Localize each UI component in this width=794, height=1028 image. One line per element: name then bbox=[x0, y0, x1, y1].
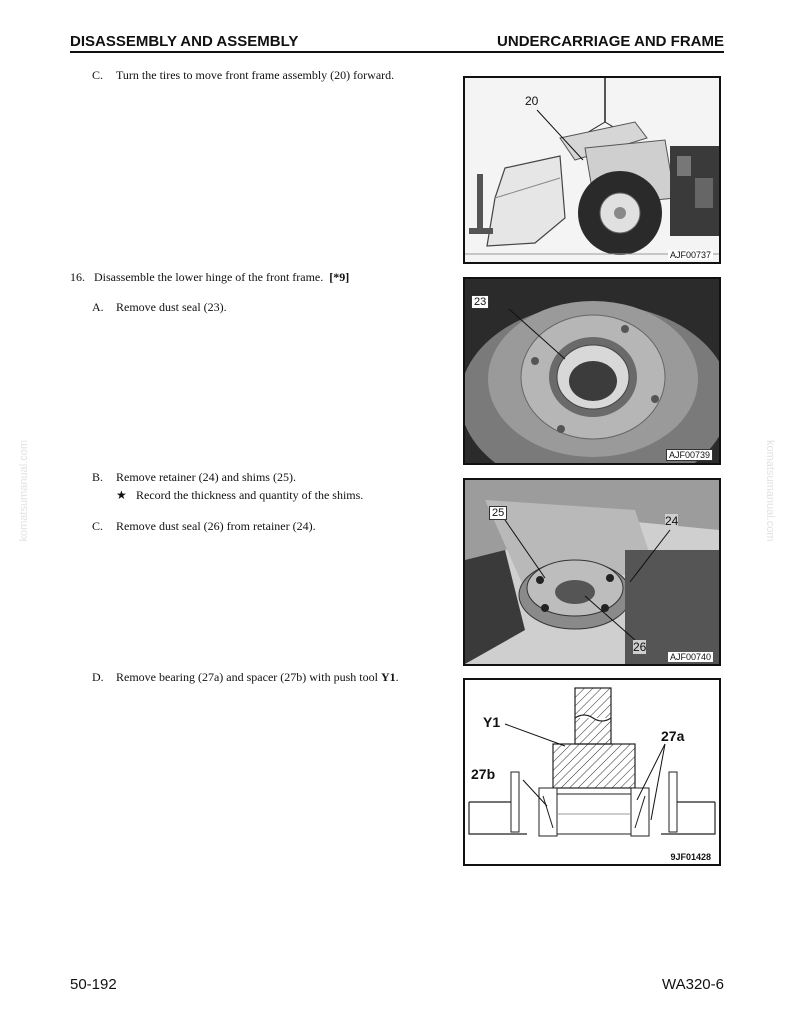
watermark-left: komatsumanual.com bbox=[18, 440, 30, 542]
step-label: A. bbox=[92, 300, 104, 314]
step-text: Disassemble the lower hinge of the front frame. bbox=[94, 270, 324, 284]
note-text: Record the thickness and quantity of the shims. bbox=[136, 488, 364, 502]
callout-23: 23 bbox=[471, 295, 489, 309]
figure-code-ajf00737: AJF00737 bbox=[669, 250, 711, 260]
step-reference: [*9] bbox=[329, 270, 350, 284]
step-text: Remove dust seal (26) from retainer (24). bbox=[116, 519, 316, 533]
callout-27b: 27b bbox=[471, 766, 496, 782]
step-label: C. bbox=[92, 68, 104, 82]
step-c-turn-tires bbox=[92, 68, 394, 82]
figure-push-tool-diagram bbox=[463, 678, 721, 866]
step-text: Remove dust seal (23). bbox=[116, 300, 227, 314]
tool-name: Y1 bbox=[380, 670, 396, 684]
figure-code-9jf01428: 9JF01428 bbox=[670, 852, 711, 862]
callout-27a: 27a bbox=[661, 728, 685, 744]
page-number: 50-192 bbox=[70, 976, 117, 993]
push-tool-diagram bbox=[465, 680, 719, 864]
step-text: Remove bearing (27a) and spacer (27b) with push tool bbox=[116, 670, 378, 684]
figure-code-ajf00739: AJF00739 bbox=[666, 449, 713, 461]
figure-front-frame-loader bbox=[463, 76, 721, 264]
step-b-remove-retainer bbox=[92, 470, 296, 484]
loader-illustration bbox=[465, 78, 719, 262]
step-b-note bbox=[116, 488, 363, 502]
callout-24: 24 bbox=[665, 514, 679, 528]
callout-25: 25 bbox=[489, 506, 507, 520]
watermark-right: komatsumanual.com bbox=[764, 440, 776, 542]
figure-retainer-shims bbox=[463, 478, 721, 666]
step-c-remove-dust-seal-26 bbox=[92, 519, 316, 533]
step-label: B. bbox=[92, 470, 104, 484]
step-text: Turn the tires to move front frame assembly (20) forward. bbox=[116, 68, 395, 82]
figure-code-ajf00740: AJF00740 bbox=[669, 652, 711, 662]
step-number: 16. bbox=[70, 270, 85, 284]
header-rule bbox=[70, 51, 724, 53]
step-text: Remove retainer (24) and shims (25). bbox=[116, 470, 296, 484]
header-chapter-title: UNDERCARRIAGE AND FRAME bbox=[497, 33, 724, 50]
step-end: . bbox=[395, 670, 399, 684]
callout-20: 20 bbox=[525, 94, 539, 108]
step-16-disassemble-hinge bbox=[70, 270, 349, 284]
callout-y1: Y1 bbox=[483, 714, 501, 730]
hinge-photo-illustration bbox=[465, 279, 719, 463]
step-a-remove-dust-seal bbox=[92, 300, 227, 314]
figure-dust-seal-23 bbox=[463, 277, 721, 465]
step-label: C. bbox=[92, 519, 104, 533]
callout-26: 26 bbox=[633, 640, 647, 654]
step-label: D. bbox=[92, 670, 104, 684]
star-icon: ★ bbox=[116, 488, 127, 502]
step-d-remove-bearing bbox=[92, 670, 399, 684]
model-name: WA320-6 bbox=[662, 976, 724, 993]
header-section-title: DISASSEMBLY AND ASSEMBLY bbox=[70, 33, 299, 50]
